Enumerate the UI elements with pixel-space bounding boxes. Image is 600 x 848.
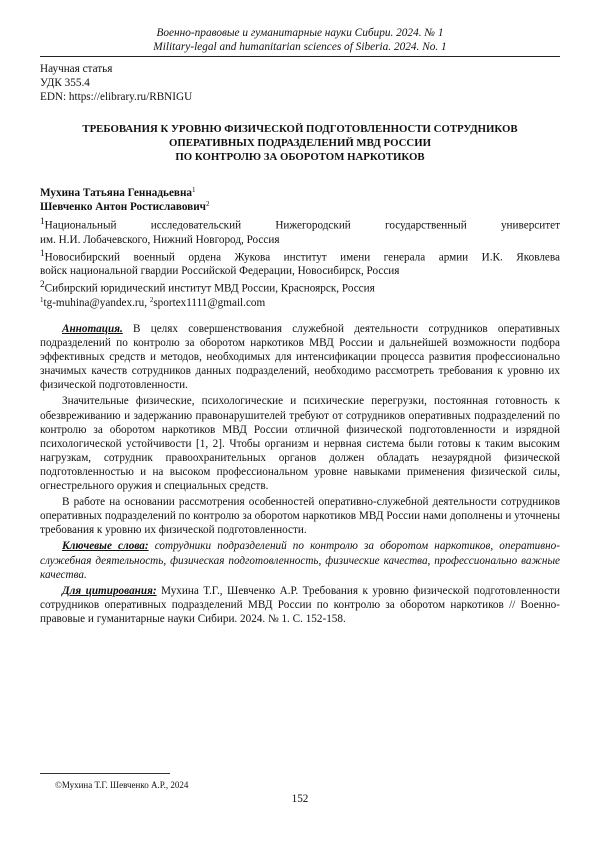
article-meta: [40, 62, 560, 104]
edn-link: EDN: https://elibrary.ru/RBNIGU: [40, 90, 560, 104]
udk-code: УДК 355.4: [40, 76, 560, 90]
author-entry: [40, 200, 560, 214]
keywords-text: сотрудники подразделений по контролю за оборотом наркотиков, оперативно-служебная деятельность, физическая подготовленность, физические качества, профессионально важные качества.: [40, 540, 560, 580]
article-page: [0, 0, 600, 848]
abstract-paragraph: [40, 322, 560, 392]
email-link[interactable]: sportex1111@gmail.com: [153, 297, 265, 309]
author-sup: 2: [206, 200, 210, 208]
abstract-paragraph: Значительные физические, психологические и психические перегрузки, постоянная готовность к обезвреживанию и задержанию правонарушителей требуют от сотрудников оперативных подразделений по контролю за оборотом наркотиков МВД России отличной физической подготовленности и изрядной психологической устойчивости [1, 2]. Чтобы организм и нервная система были готовы к таким высоким нагрузкам, сотрудник правоохранительных органов должен обладать незаурядной физической подготовленностью и на высоком профессиональном уровне навыками применения физической силы, огнестрельного оружия и специальных средств.: [40, 394, 560, 493]
abstract-text: В целях совершенствования служебной деятельности сотрудников оперативных подразделений по контролю за оборотом наркотиков МВД России и дальнейшей возможности подбора эффективных средств и методов, необходимых для интенсификации процесса развития профессионально значимых качеств сотрудников данных подразделений, необходимо рассмотреть требования к уровню их физической подготовленности.: [40, 323, 560, 391]
journal-header-en: Military-legal and humanitarian sciences of Siberia. 2024. No. 1: [40, 40, 560, 54]
email-line: [40, 296, 560, 310]
affiliation-line: [40, 247, 560, 265]
affiliation-sup: 2: [40, 280, 45, 290]
affiliation-sup: 1: [40, 249, 45, 259]
affiliation-list: [40, 215, 560, 310]
author-list: [40, 186, 560, 214]
author-entry: [40, 186, 560, 200]
email-sup: 2: [150, 296, 154, 304]
affiliation-text: Новосибирский военный ордена Жукова институт имени генерала армии И.К. Яковлева: [45, 251, 560, 263]
abstract-paragraph: В работе на основании рассмотрения особенностей оперативно-служебной деятельности сотрудников оперативных подразделений по контролю за оборотом наркотиков МВД России нами дополнены и уточнены требования к уровню их физической подготовленности.: [40, 495, 560, 537]
citation-label: Для цитирования:: [62, 585, 157, 597]
journal-header: [40, 26, 560, 54]
journal-header-ru: Военно-правовые и гуманитарные науки Сибири. 2024. № 1: [40, 26, 560, 40]
title-line: ТРЕБОВАНИЯ К УРОВНЮ ФИЗИЧЕСКОЙ ПОДГОТОВЛЕННОСТИ СОТРУДНИКОВ: [40, 122, 560, 136]
email-sup: 1: [40, 296, 44, 304]
title-line: ОПЕРАТИВНЫХ ПОДРАЗДЕЛЕНИЙ МВД РОССИИ: [40, 136, 560, 150]
article-type: Научная статья: [40, 62, 560, 76]
citation-paragraph: [40, 584, 560, 626]
affiliation-text: Национальный исследовательский Нижегородский государственный университет: [45, 220, 560, 232]
keywords-label: Ключевые слова:: [62, 540, 149, 552]
affiliation-line: [40, 215, 560, 233]
citation-text: Мухина Т.Г., Шевченко А.Р. Требования к уровню физической подготовленности сотрудников оперативных подразделений МВД России по контролю за оборотом наркотиков // Военно-правовые и гуманитарные науки Сибири. 2024. № 1. С. 152-158.: [40, 585, 560, 625]
copyright-footnote: ©Мухина Т.Г. Шевченко А.Р., 2024: [55, 779, 188, 791]
author-name: Шевченко Антон Ростиславович: [40, 201, 206, 213]
email-link[interactable]: tg-muhina@yandex.ru,: [44, 297, 148, 309]
author-sup: 1: [192, 186, 196, 194]
affiliation-text: Сибирский юридический институт МВД России, Красноярск, Россия: [45, 283, 375, 295]
affiliation-line: им. Н.И. Лобачевского, Нижний Новгород, Россия: [40, 233, 560, 247]
affiliation-line: войск национальной гвардии Российской Федерации, Новосибирск, Россия: [40, 264, 560, 278]
affiliation-sup: 1: [40, 217, 45, 227]
affiliation-line: [40, 278, 560, 296]
title-line: ПО КОНТРОЛЮ ЗА ОБОРОТОМ НАРКОТИКОВ: [40, 150, 560, 164]
abstract-label: Аннотация.: [62, 323, 123, 335]
footnote-divider: [40, 773, 170, 774]
article-title: [40, 122, 560, 164]
page-number: 152: [0, 793, 600, 805]
author-name: Мухина Татьяна Геннадьевна: [40, 187, 192, 199]
article-abstract-block: [40, 322, 560, 626]
keywords-paragraph: [40, 539, 560, 581]
header-divider: [40, 56, 560, 57]
